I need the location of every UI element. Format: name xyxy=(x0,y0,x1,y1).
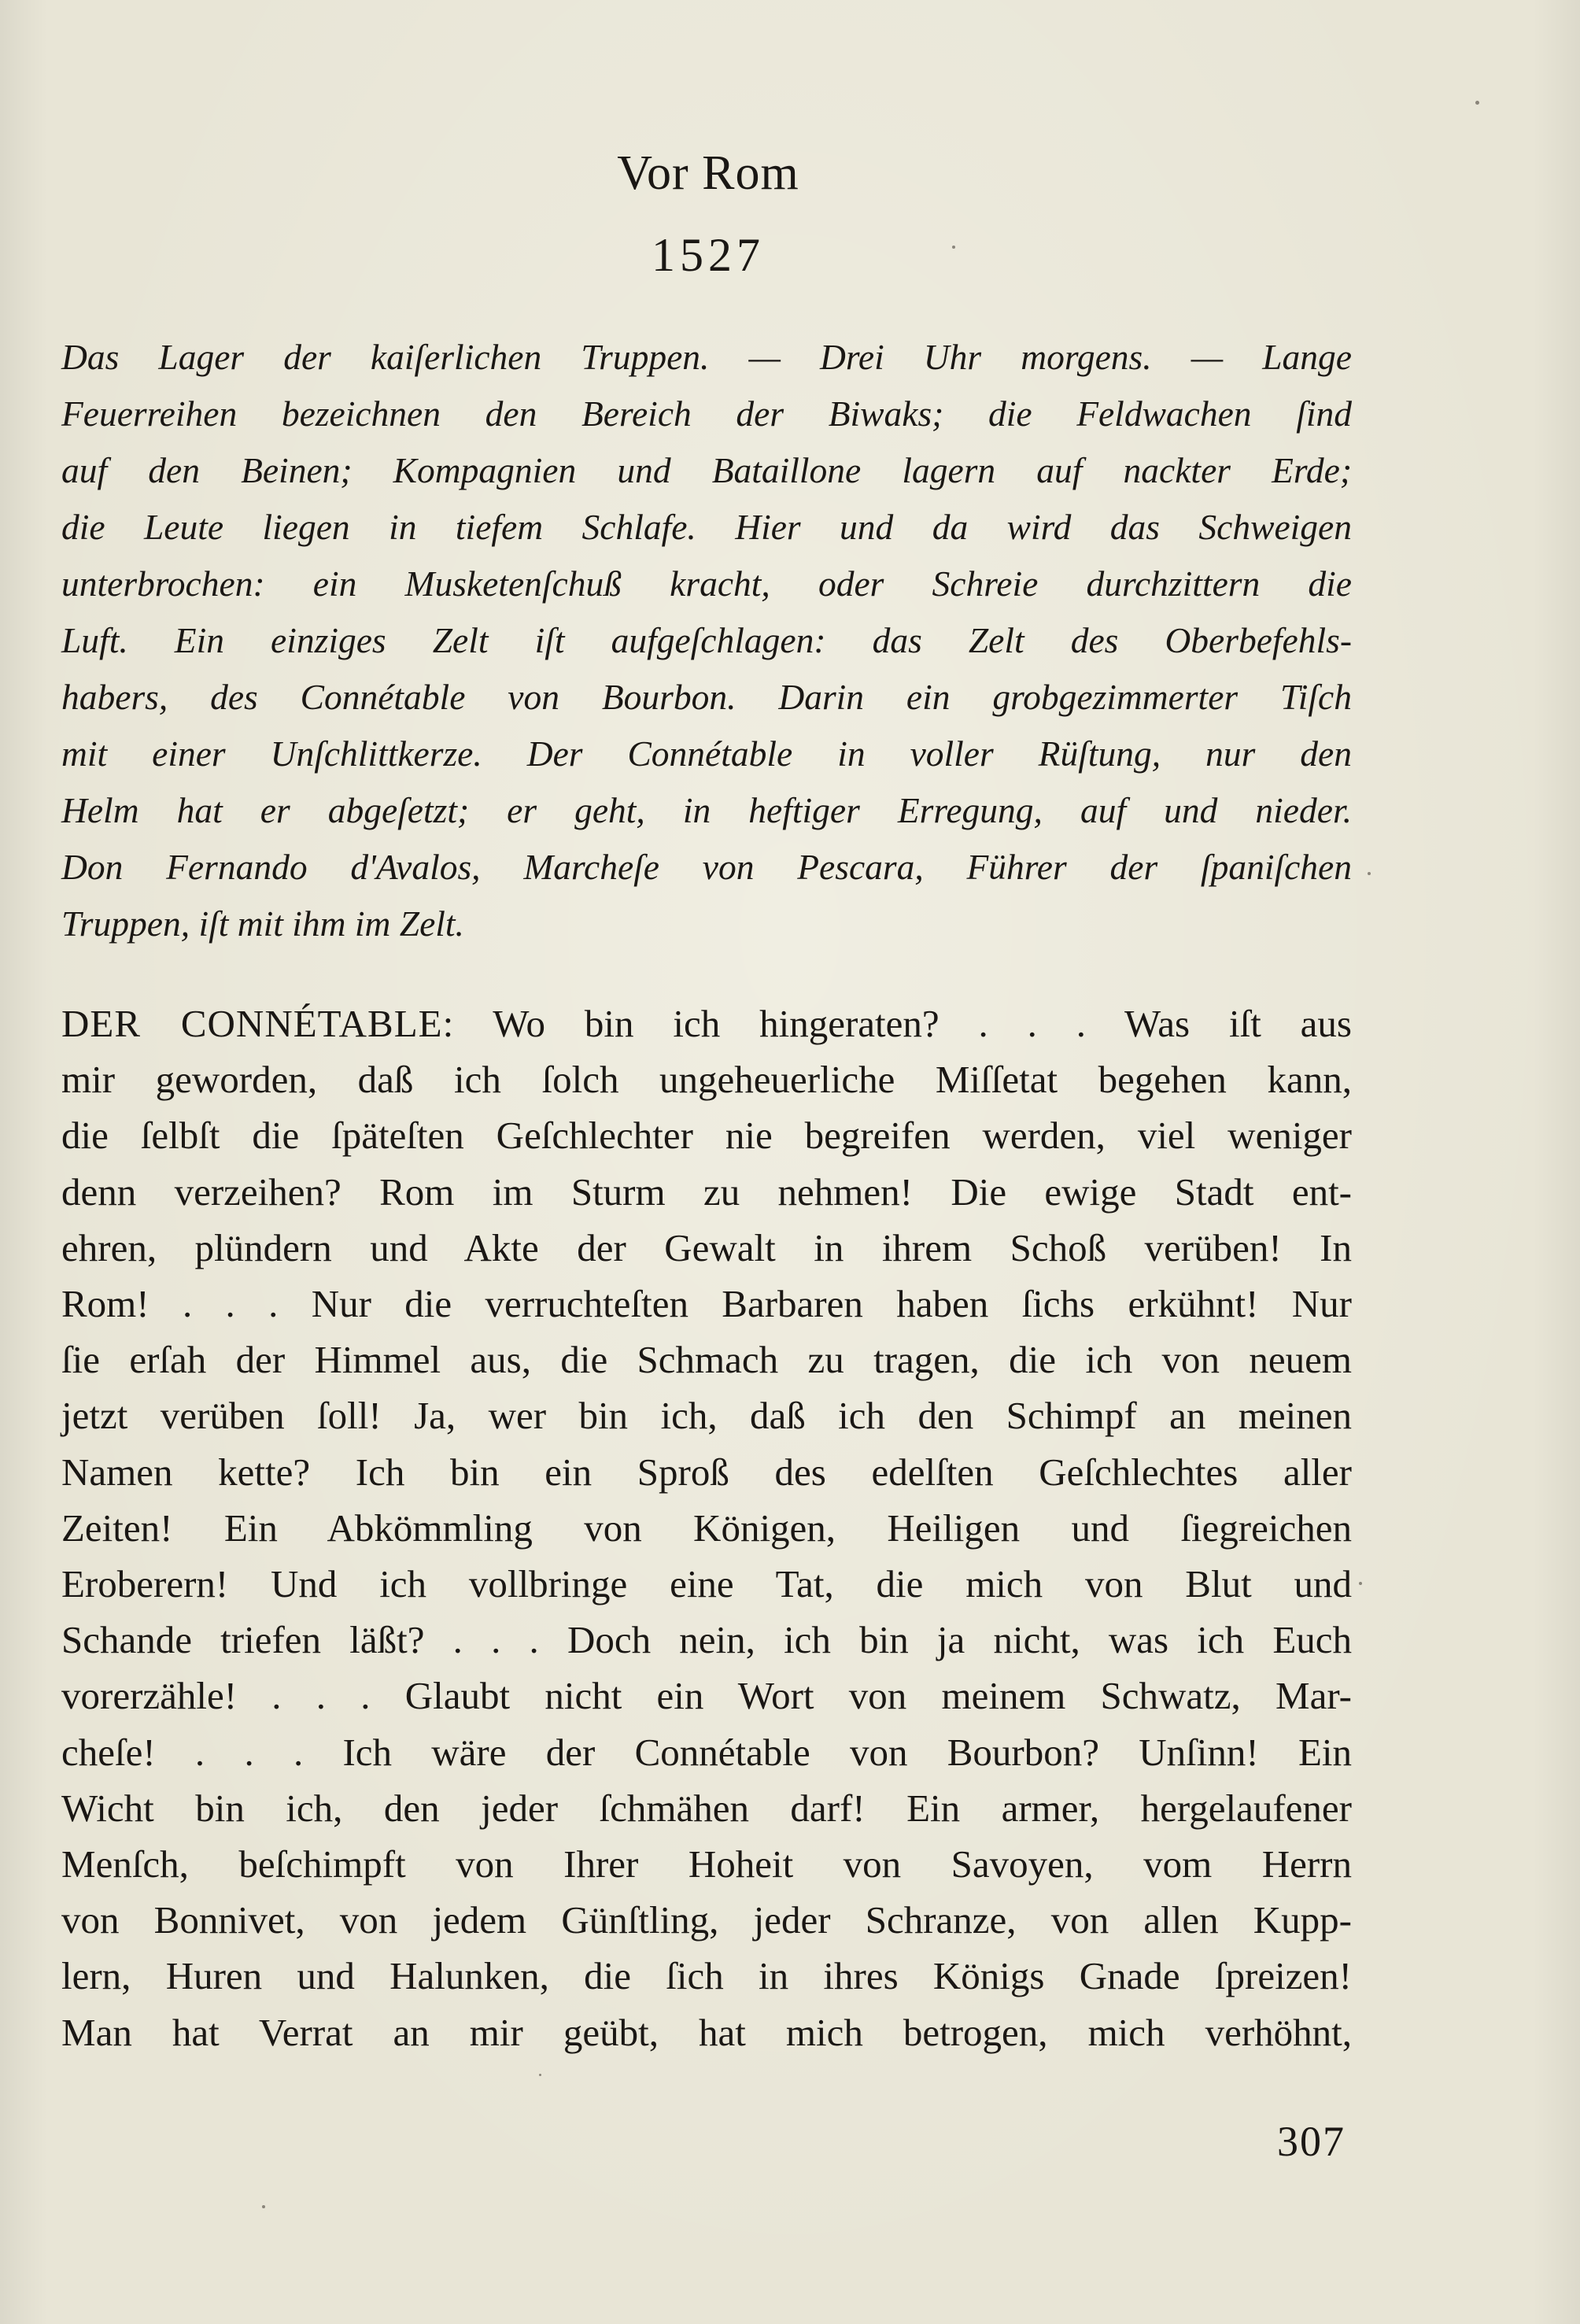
speech-line: Eroberern! Und ich vollbringe eine Tat, die mich von Blut und xyxy=(61,1562,1352,1606)
speech-line: Man hat Verrat an mir geübt, hat mich betrogen, mich verhöhnt, xyxy=(61,2010,1352,2054)
speech-line: ehren, plündern und Akte der Gewalt in ihrem Schoß verüben! In xyxy=(61,1225,1352,1269)
speech-line: Wo bin ich hingeraten? . . . Was iſt aus xyxy=(493,1002,1352,1045)
speech-line: lern, Huren und Halunken, die ſich in ihres Königs Gnade ſpreizen! xyxy=(61,1954,1352,1998)
speech-line: ſie erſah der Himmel aus, die Schmach zu tragen, die ich von neuem xyxy=(61,1338,1352,1382)
speech-line: Zeiten! Ein Abkömmling von Königen, Heiligen und ſiegreichen xyxy=(61,1506,1352,1550)
stage-direction-line: Luft. Ein einziges Zelt iſt aufgeſchlagen: das Zelt des Oberbefehls- xyxy=(61,620,1352,660)
speech-line: cheſe! . . . Ich wäre der Connétable von Bourbon? Unſinn! Ein xyxy=(61,1730,1352,1774)
speech-line: von Bonnivet, von jedem Günſtling, jeder Schranze, von allen Kupp- xyxy=(61,1898,1352,1942)
stage-direction-line: unterbrochen: ein Musketenſchuß kracht, oder Schreie durchzittern die xyxy=(61,563,1352,604)
stage-direction-line: Das Lager der kaiſerlichen Truppen. — Drei Uhr morgens. — Lange xyxy=(61,337,1352,377)
speech-line: jetzt verüben ſoll! Ja, wer bin ich, daß ich den Schimpf an meinen xyxy=(61,1394,1352,1438)
stage-direction-line: auf den Beinen; Kompagnien und Bataillone lagern auf nackter Erde; xyxy=(61,450,1352,490)
speech-line: Wicht bin ich, den jeder ſchmähen darf! Ein armer, hergelaufener xyxy=(61,1786,1352,1830)
page-number: 307 xyxy=(1277,2118,1346,2165)
dialogue-speech xyxy=(61,996,1352,2060)
stage-direction-line: die Leute liegen in tiefem Schlafe. Hier und da wird das Schweigen xyxy=(61,507,1352,547)
stage-direction xyxy=(61,329,1352,952)
speech-line: die ſelbſt die ſpäteſten Geſchlechter nie begreifen werden, viel weniger xyxy=(61,1114,1352,1158)
chapter-title: Vor Rom xyxy=(617,146,799,200)
speech-line: mir geworden, daß ich ſolch ungeheuerliche Miſſetat begehen kann, xyxy=(61,1058,1352,1102)
stage-direction-line: Feuerreihen bezeichnen den Bereich der Biwaks; die Feldwachen ſind xyxy=(61,393,1352,434)
chapter-year: 1527 xyxy=(652,229,765,281)
stage-direction-line: Don Fernando d'Avalos, Marcheſe von Pescara, Führer der ſpaniſchen xyxy=(61,847,1352,887)
paper-speck xyxy=(262,2205,265,2208)
speech-line: Rom! . . . Nur die verruchteſten Barbaren haben ſichs erkühnt! Nur xyxy=(61,1282,1352,1326)
speech-line: Menſch, beſchimpft von Ihrer Hoheit von Savoyen, vom Herrn xyxy=(61,1842,1352,1886)
paper-speck xyxy=(539,2074,541,2076)
stage-direction-line: mit einer Unſchlittkerze. Der Connétable in voller Rüſtung, nur den xyxy=(61,733,1352,774)
speaker-name: DER CONNÉTABLE: xyxy=(61,1002,455,1045)
stage-direction-line: habers, des Connétable von Bourbon. Darin ein grobgezimmerter Tiſch xyxy=(61,677,1352,717)
stage-direction-line: Helm hat er abgeſetzt; er geht, in heftiger Erregung, auf und nieder. xyxy=(61,790,1352,830)
speech-line: Namen kette? Ich bin ein Sproß des edelſten Geſchlechtes aller xyxy=(61,1450,1352,1494)
speech-line: denn verzeihen? Rom im Sturm zu nehmen! Die ewige Stadt ent- xyxy=(61,1169,1352,1214)
stage-direction-line: Truppen, iſt mit ihm im Zelt. xyxy=(61,903,464,944)
speech-line: vorerzähle! . . . Glaubt nicht ein Wort von meinem Schwatz, Mar- xyxy=(61,1674,1352,1718)
paper-speck xyxy=(952,246,955,249)
paper-speck xyxy=(1475,101,1479,105)
paper-speck xyxy=(1359,1582,1362,1585)
speech-first-line xyxy=(61,996,1352,1051)
speech-line: Schande triefen läßt? . . . Doch nein, ich bin ja nicht, was ich Euch xyxy=(61,1618,1352,1662)
paper-speck xyxy=(1368,872,1371,875)
